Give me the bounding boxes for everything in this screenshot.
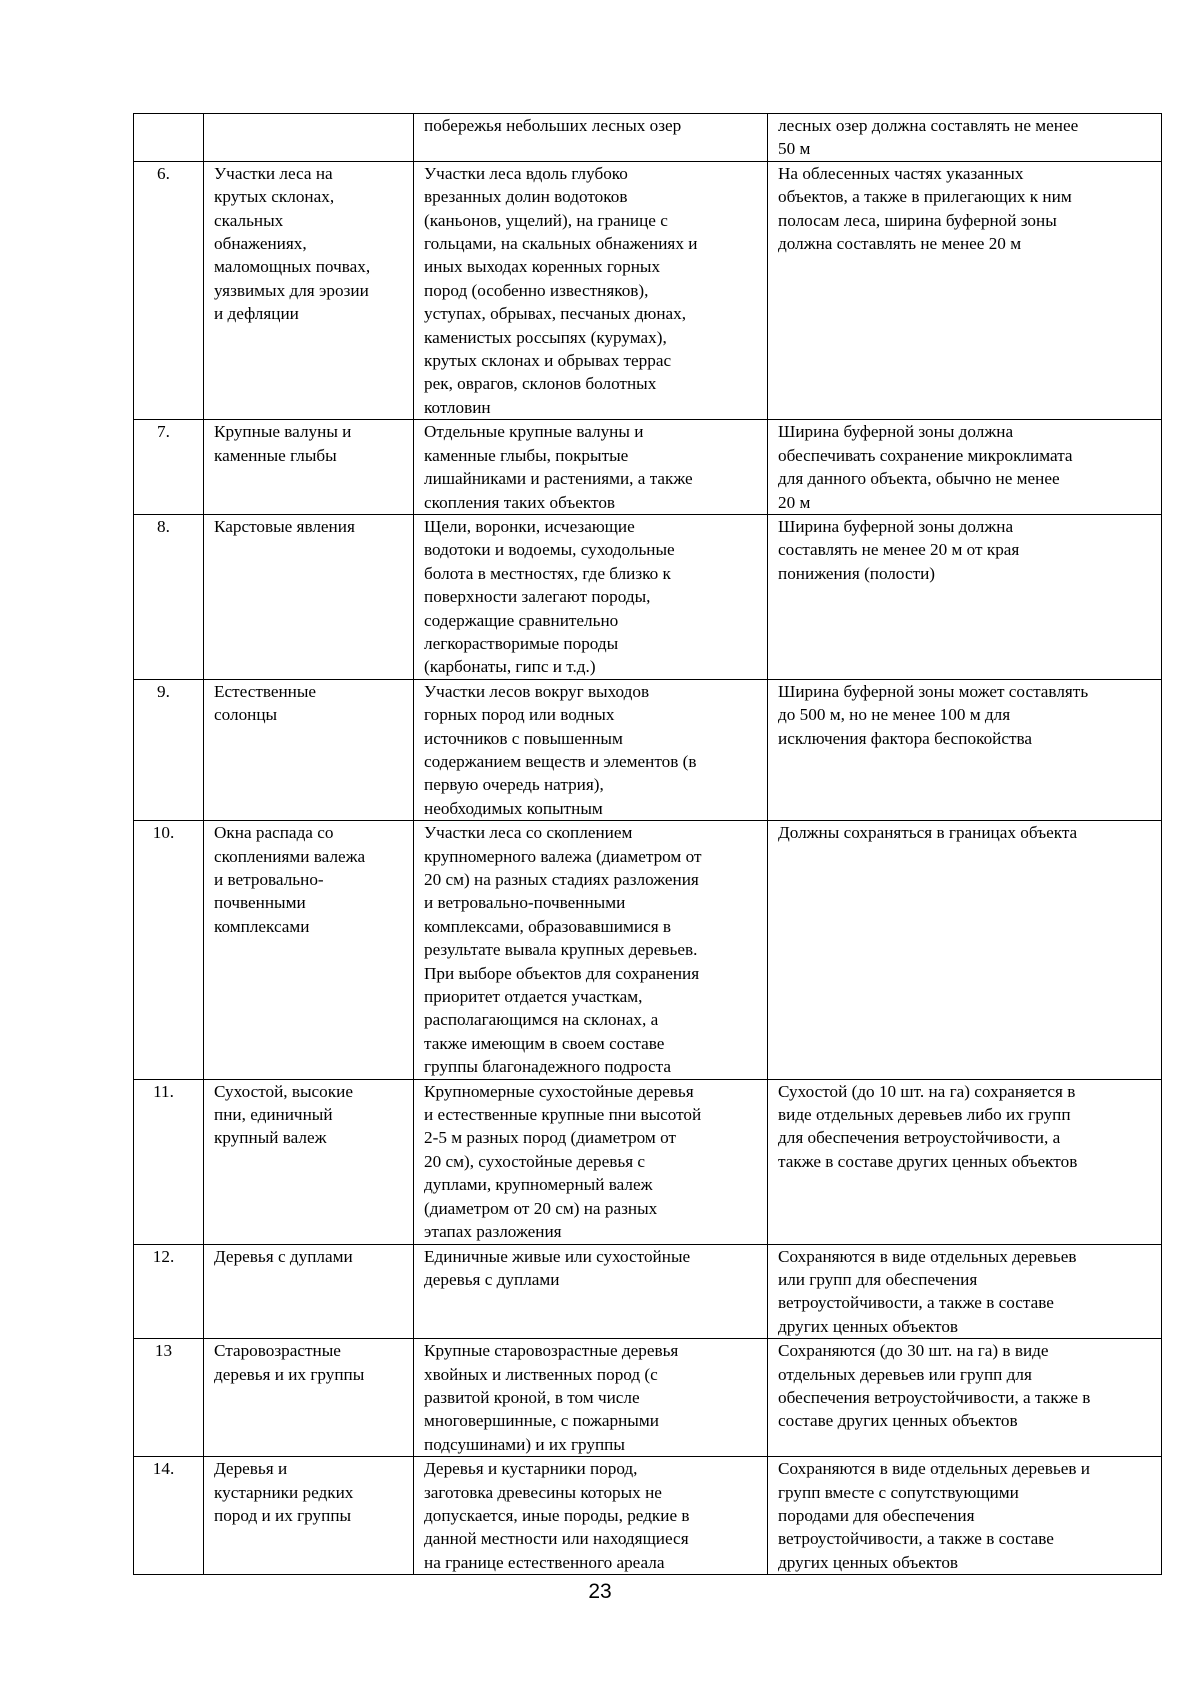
cell-text-line: Ширина буферной зоны должна: [778, 422, 1014, 442]
table-body: [134, 114, 1162, 1575]
object-name-cell: [204, 1457, 414, 1575]
buffer-zone-cell: [768, 1244, 1162, 1339]
row-number-cell: 10.: [134, 821, 204, 1079]
cell-text-line: пород и их группы: [214, 1505, 352, 1525]
row-number-cell: 11.: [134, 1079, 204, 1244]
cell-text-line: или групп для обеспечения: [778, 1269, 978, 1289]
object-description-cell: [414, 420, 768, 515]
cell-text-line: на границе естественного ареала: [424, 1552, 665, 1572]
cell-text-line: располагающимся на склонах, а: [424, 1010, 659, 1030]
cell-text-line: допускается, иные породы, редкие в: [424, 1505, 690, 1525]
cell-text-line: для данного объекта, обычно не менее: [778, 469, 1060, 489]
cell-text-line: исключения фактора беспокойства: [778, 728, 1033, 748]
page-number: 23: [588, 1580, 612, 1603]
cell-text-line: Старовозрастные: [214, 1341, 341, 1361]
cell-text-line: также в составе других ценных объектов: [778, 1151, 1078, 1171]
cell-text-line: этапах разложения: [424, 1222, 562, 1242]
cell-text-line: котловин: [424, 397, 491, 417]
object-description-cell: [414, 161, 768, 419]
cell-text-line: 50 м: [778, 139, 811, 159]
cell-text-line: крутых склонах и обрывах террас: [424, 351, 672, 371]
cell-text-line: каменные глыбы: [214, 445, 337, 465]
cell-text-line: Щели, воронки, исчезающие: [424, 516, 635, 536]
cell-text-line: врезанных долин водотоков: [424, 187, 628, 207]
cell-text-line: дуплами, крупномерный валеж: [424, 1175, 653, 1195]
cell-text-line: породами для обеспечения: [778, 1505, 975, 1525]
cell-text-line: лишайниками и растениями, а также: [424, 469, 693, 489]
cell-text-line: развитой кроной, в том числе: [424, 1387, 640, 1407]
row-number-cell: 7.: [134, 420, 204, 515]
cell-text-line: до 500 м, но не менее 100 м для: [778, 705, 1011, 725]
cell-text-line: Сухостой (до 10 шт. на га) сохраняется в: [778, 1081, 1076, 1101]
buffer-zone-cell: [768, 161, 1162, 419]
cell-text-line: почвенными: [214, 893, 306, 913]
cell-text-line: крупномерного валежа (диаметром от: [424, 846, 702, 866]
cell-text-line: приоритет отдается участкам,: [424, 987, 643, 1007]
cell-text-line: уязвимых для эрозии: [214, 280, 369, 300]
cell-text-line: Крупные старовозрастные деревья: [424, 1341, 679, 1361]
valuable-objects-table: [133, 113, 1162, 1575]
cell-text-line: содержанием веществ и элементов (в: [424, 751, 697, 771]
cell-text-line: комплексами, образовавшимися в: [424, 916, 672, 936]
object-description-cell: [414, 514, 768, 679]
cell-text-line: Деревья и: [214, 1459, 288, 1479]
object-name-cell: [204, 114, 414, 162]
cell-text-line: обеспечения ветроустойчивости, а также в: [778, 1387, 1091, 1407]
cell-text-line: и ветровально-почвенными: [424, 893, 626, 913]
cell-text-line: пород (особенно известняков),: [424, 280, 649, 300]
table-row: [134, 1457, 1162, 1575]
cell-text-line: для обеспечения ветроустойчивости, а: [778, 1128, 1061, 1148]
cell-text-line: Сохраняются в виде отдельных деревьев и: [778, 1459, 1090, 1479]
cell-text-line: отдельных деревьев или групп для: [778, 1364, 1032, 1384]
cell-text-line: болота в местностях, где близко к: [424, 563, 671, 583]
cell-text-line: лесных озер должна составлять не менее: [778, 116, 1079, 135]
cell-text-line: необходимых копытным: [424, 798, 603, 818]
cell-text-line: Участки леса со скоплением: [424, 823, 633, 843]
cell-text-line: (каньонов, ущелий), на границе с: [424, 210, 668, 230]
buffer-zone-cell: [768, 514, 1162, 679]
cell-text-line: содержащие сравнительно: [424, 610, 619, 630]
cell-text-line: других ценных объектов: [778, 1552, 959, 1572]
cell-text-line: ветроустойчивости, а также в составе: [778, 1529, 1054, 1549]
cell-text-line: Сохраняются в виде отдельных деревьев: [778, 1246, 1077, 1266]
cell-text-line: крупный валеж: [214, 1128, 327, 1148]
cell-text-line: пни, единичный: [214, 1105, 333, 1125]
table-row: [134, 161, 1162, 419]
object-name-cell: [204, 514, 414, 679]
cell-text-line: результате вывала крупных деревьев.: [424, 940, 698, 960]
cell-text-line: данной местности или находящиеся: [424, 1529, 689, 1549]
cell-text-line: 2-5 м разных пород (диаметром от: [424, 1128, 676, 1148]
cell-text-line: (карбонаты, гипс и т.д.): [424, 657, 596, 677]
cell-text-line: солонцы: [214, 705, 278, 725]
cell-text-line: 20 м: [778, 492, 811, 512]
buffer-zone-cell: [768, 679, 1162, 820]
object-name-cell: [204, 1079, 414, 1244]
table-row: [134, 821, 1162, 1079]
object-name-cell: [204, 679, 414, 820]
cell-text-line: полосам леса, ширина буферной зоны: [778, 210, 1057, 230]
cell-text-line: Карстовые явления: [214, 516, 355, 536]
cell-text-line: хвойных и лиственных пород (с: [424, 1364, 658, 1384]
object-description-cell: [414, 114, 768, 162]
cell-text-line: гольцами, на скальных обнажениях и: [424, 234, 698, 254]
cell-text-line: водотоки и водоемы, суходольные: [424, 540, 675, 560]
table-row: [134, 1079, 1162, 1244]
object-name-cell: [204, 1339, 414, 1457]
cell-text-line: скоплениями валежа: [214, 846, 366, 866]
cell-text-line: также имеющим в своем составе: [424, 1033, 665, 1053]
cell-text-line: Единичные живые или сухостойные: [424, 1246, 691, 1266]
cell-text-line: 20 см) на разных стадиях разложения: [424, 870, 699, 889]
cell-text-line: источников с повышенным: [424, 728, 623, 748]
buffer-zone-cell: [768, 114, 1162, 162]
cell-text-line: составлять не менее 20 м от края: [778, 540, 1020, 560]
cell-text-line: Участки леса на: [214, 163, 333, 183]
buffer-zone-cell: [768, 420, 1162, 515]
cell-text-line: многовершинные, с пожарными: [424, 1411, 659, 1431]
cell-text-line: поверхности залегают породы,: [424, 587, 651, 607]
row-number-cell: 6.: [134, 161, 204, 419]
cell-text-line: Ширина буферной зоны может составлять: [778, 681, 1089, 701]
cell-text-line: крутых склонах,: [214, 187, 335, 207]
object-description-cell: [414, 821, 768, 1079]
cell-text-line: Окна распада со: [214, 823, 334, 843]
cell-text-line: и естественные крупные пни высотой: [424, 1105, 702, 1125]
cell-text-line: Ширина буферной зоны должна: [778, 516, 1014, 536]
cell-text-line: групп вместе с сопутствующими: [778, 1482, 1019, 1502]
row-number-cell: [134, 114, 204, 162]
cell-text-line: понижения (полости): [778, 563, 936, 583]
object-description-cell: [414, 1339, 768, 1457]
cell-text-line: Деревья и кустарники пород,: [424, 1459, 638, 1479]
cell-text-line: Деревья с дуплами: [214, 1246, 353, 1266]
row-number-cell: 13: [134, 1339, 204, 1457]
object-name-cell: [204, 821, 414, 1079]
buffer-zone-cell: [768, 1339, 1162, 1457]
cell-text-line: Крупные валуны и: [214, 422, 352, 442]
buffer-zone-cell: [768, 1457, 1162, 1575]
cell-text-line: Крупномерные сухостойные деревья: [424, 1081, 694, 1101]
cell-text-line: Должны сохраняться в границах объекта: [778, 823, 1078, 843]
cell-text-line: виде отдельных деревьев либо их групп: [778, 1105, 1071, 1125]
table-row: [134, 420, 1162, 515]
object-description-cell: [414, 679, 768, 820]
cell-text-line: Естественные: [214, 681, 317, 701]
cell-text-line: деревья и их группы: [214, 1364, 365, 1384]
cell-text-line: легкорастворимые породы: [424, 633, 619, 653]
cell-text-line: маломощных почвах,: [214, 257, 371, 277]
object-description-cell: [414, 1457, 768, 1575]
cell-text-line: и ветровально-: [214, 870, 324, 889]
table-row: [134, 679, 1162, 820]
cell-text-line: должна составлять не менее 20 м: [778, 234, 1022, 254]
cell-text-line: иных выходах коренных горных: [424, 257, 661, 277]
object-description-cell: [414, 1079, 768, 1244]
cell-text-line: каменистых россыпях (курумах),: [424, 327, 667, 347]
buffer-zone-cell: [768, 1079, 1162, 1244]
cell-text-line: кустарники редких: [214, 1482, 354, 1502]
cell-text-line: составе других ценных объектов: [778, 1411, 1018, 1431]
table-row: [134, 514, 1162, 679]
cell-text-line: первую очередь натрия),: [424, 775, 604, 795]
cell-text-line: комплексами: [214, 916, 310, 936]
cell-text-line: подсушинами) и их группы: [424, 1434, 625, 1454]
cell-text-line: других ценных объектов: [778, 1316, 959, 1336]
cell-text-line: 20 см), сухостойные деревья с: [424, 1151, 646, 1171]
cell-text-line: деревья с дуплами: [424, 1269, 560, 1289]
cell-text-line: объектов, а также в прилегающих к ним: [778, 187, 1072, 207]
cell-text-line: уступах, обрывах, песчаных дюнах,: [424, 304, 687, 324]
cell-text-line: Участки лесов вокруг выходов: [424, 681, 650, 701]
cell-text-line: Сухостой, высокие: [214, 1081, 353, 1101]
cell-text-line: При выборе объектов для сохранения: [424, 963, 700, 983]
cell-text-line: Отдельные крупные валуны и: [424, 422, 644, 442]
cell-text-line: скопления таких объектов: [424, 492, 616, 512]
cell-text-line: На облесенных частях указанных: [778, 163, 1024, 183]
table-row: [134, 1244, 1162, 1339]
table-row: [134, 114, 1162, 162]
cell-text-line: каменные глыбы, покрытые: [424, 445, 629, 465]
cell-text-line: (диаметром от 20 см) на разных: [424, 1198, 658, 1218]
cell-text-line: рек, оврагов, склонов болотных: [424, 374, 657, 394]
cell-text-line: группы благонадежного подроста: [424, 1057, 672, 1077]
cell-text-line: и дефляции: [214, 304, 299, 324]
object-name-cell: [204, 1244, 414, 1339]
cell-text-line: ветроустойчивости, а также в составе: [778, 1293, 1054, 1313]
cell-text-line: заготовка древесины которых не: [424, 1482, 662, 1502]
row-number-cell: 9.: [134, 679, 204, 820]
object-description-cell: [414, 1244, 768, 1339]
cell-text-line: скальных: [214, 210, 284, 230]
object-name-cell: [204, 161, 414, 419]
cell-text-line: обеспечивать сохранение микроклимата: [778, 445, 1073, 465]
row-number-cell: 14.: [134, 1457, 204, 1575]
buffer-zone-cell: [768, 821, 1162, 1079]
cell-text-line: обнажениях,: [214, 234, 307, 254]
cell-text-line: побережья небольших лесных озер: [424, 116, 682, 135]
cell-text-line: горных пород или водных: [424, 705, 615, 725]
table-row: [134, 1339, 1162, 1457]
cell-text-line: Участки леса вдоль глубоко: [424, 163, 628, 183]
cell-text-line: Сохраняются (до 30 шт. на га) в виде: [778, 1341, 1049, 1361]
object-name-cell: [204, 420, 414, 515]
row-number-cell: 12.: [134, 1244, 204, 1339]
row-number-cell: 8.: [134, 514, 204, 679]
